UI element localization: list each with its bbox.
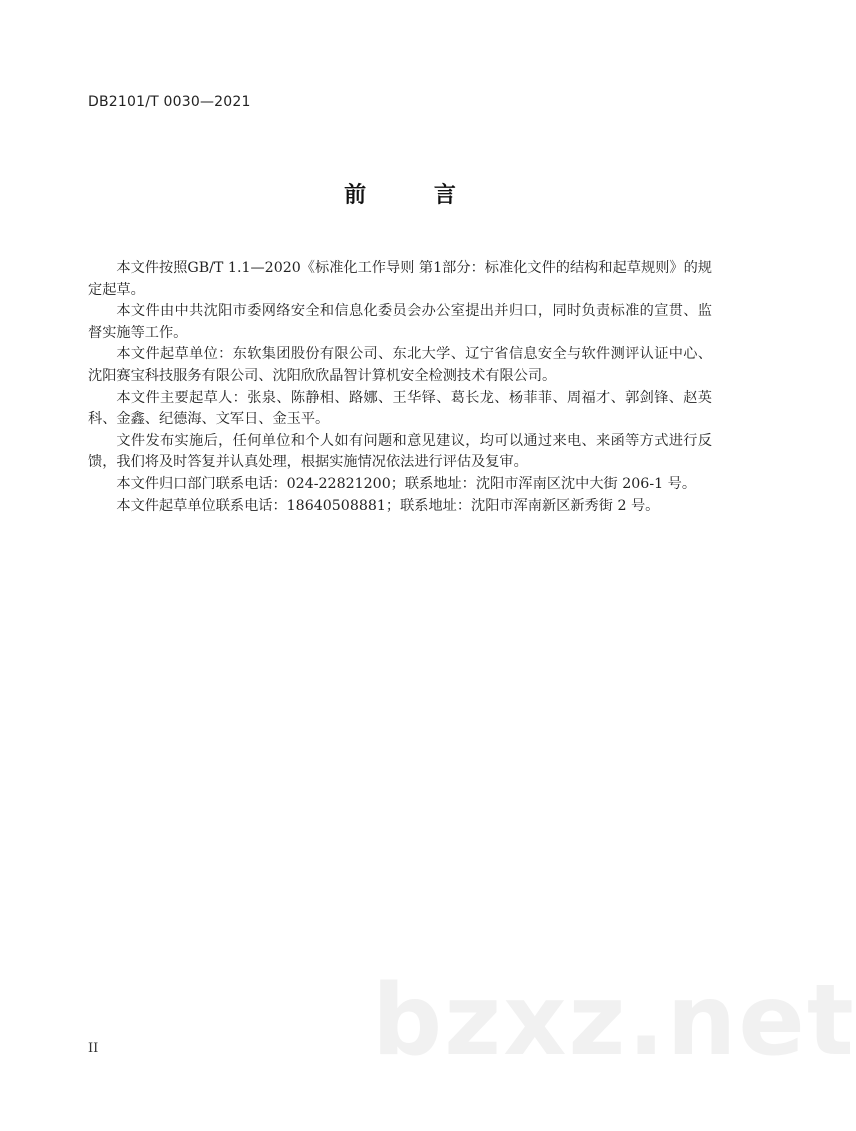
paragraph-drafting-units: 本文件起草单位：东软集团股份有限公司、东北大学、辽宁省信息安全与软件测评认证中心、沈阳赛宝科技服务有限公司、沈阳欣欣晶智计算机安全检测技术有限公司。 bbox=[88, 346, 712, 384]
document-code: DB2101/T 0030—2021 bbox=[88, 94, 251, 110]
paragraph-department-contact: 本文件归口部门联系电话：024-22821200；联系地址：沈阳市浑南区沈中大街 206-1 号。 bbox=[116, 475, 697, 492]
page-title: 前 言 bbox=[344, 183, 486, 208]
paragraph-feedback: 文件发布实施后，任何单位和个人如有问题和意见建议，均可以通过来电、来函等方式进行反馈，我们将及时答复并认真处理，根据实施情况依法进行评估及复审。 bbox=[88, 432, 712, 471]
paragraph-drafters: 本文件主要起草人：张泉、陈静相、路娜、王华铎、葛长龙、杨菲菲、周福才、郭剑锋、赵英科、金鑫、纪德海、文军日、金玉平。 bbox=[88, 389, 712, 428]
preface-body bbox=[88, 258, 712, 517]
watermark-logo: bzxz.net bbox=[372, 964, 856, 1078]
paragraph-drafting-rules: 本文件按照GB/T 1.1—2020《标准化工作导则 第1部分：标准化文件的结构和起草规则》的规定起草。 bbox=[88, 260, 712, 298]
paragraph-proposer: 本文件由中共沈阳市委网络安全和信息化委员会办公室提出并归口，同时负责标准的宣贯、监督实施等工作。 bbox=[88, 303, 712, 341]
paragraph-drafter-contact: 本文件起草单位联系电话：18640508881；联系地址：沈阳市浑南新区新秀街 2 号。 bbox=[116, 497, 660, 514]
page-number: II bbox=[88, 1041, 99, 1056]
